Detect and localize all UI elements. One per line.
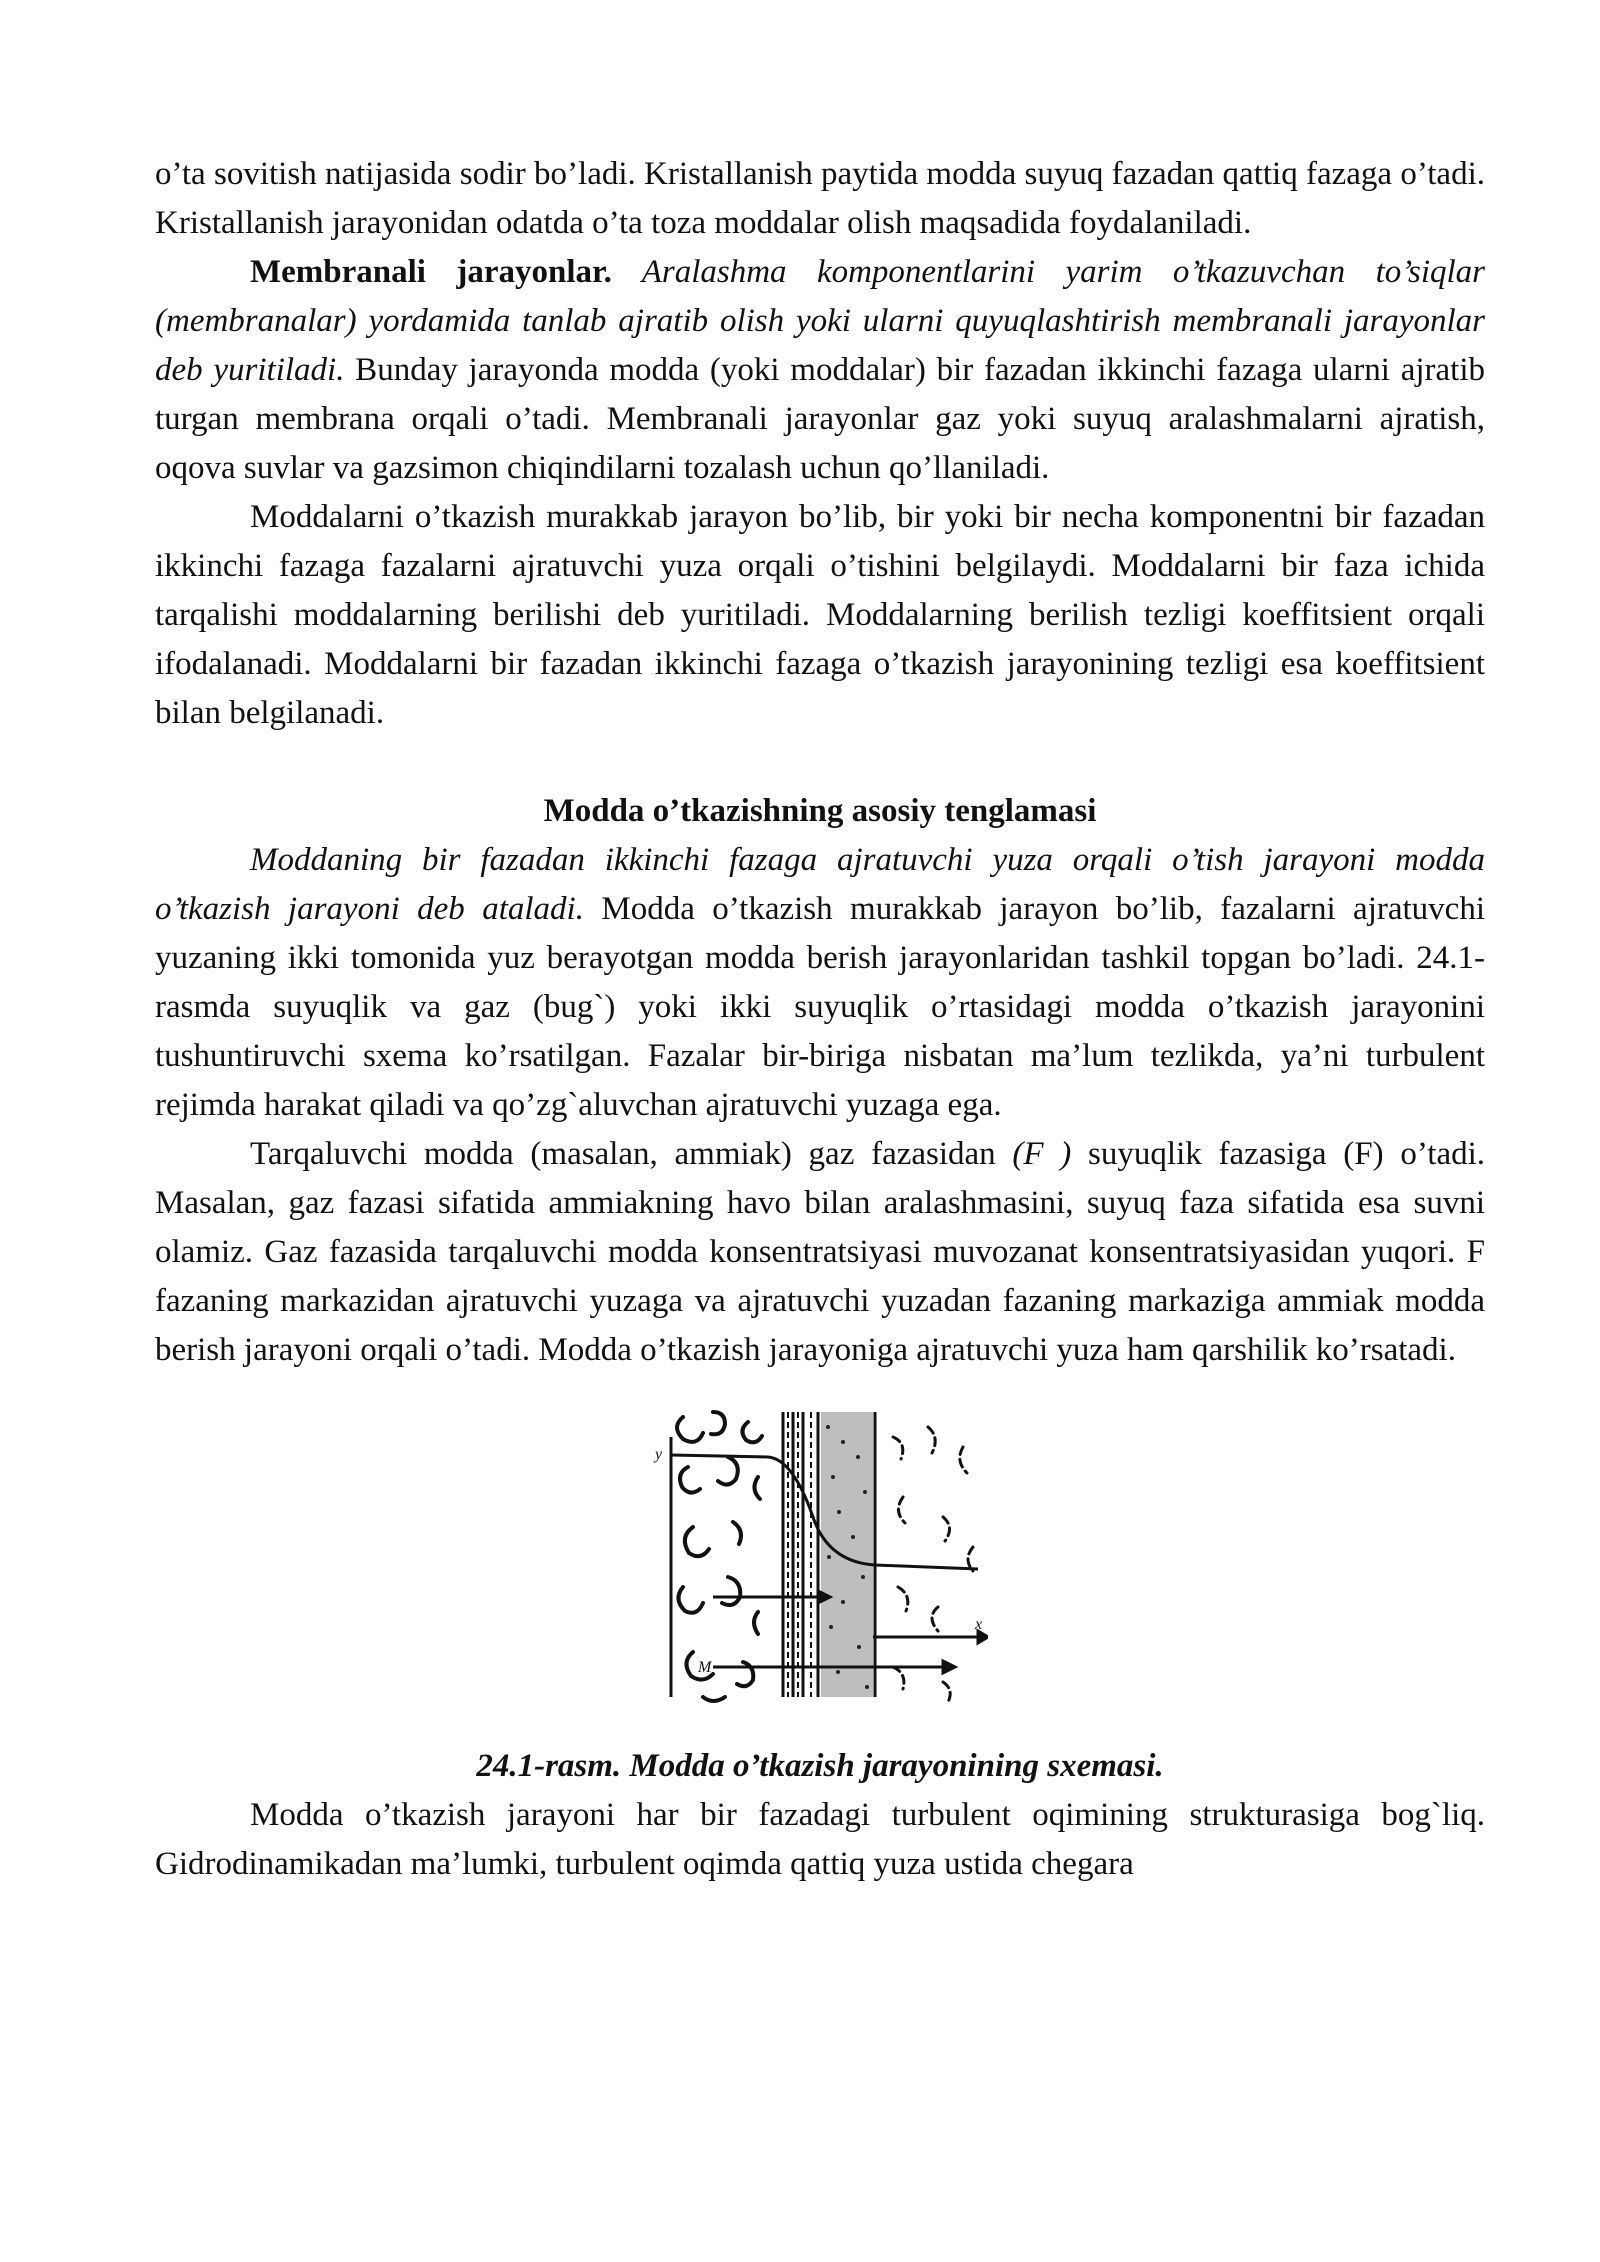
mass-transfer-diagram <box>653 1397 988 1722</box>
definition-membranali: Aralashma komponentlarini yarim o’tkazuvchan to’siqlar (membranalar) yordamida tanlab ajratib olish yoki ularni quyuqlashtirish membranali jarayonlar deb yuritiladi. <box>155 254 1485 388</box>
term-membranali: Membranali jarayonlar. <box>250 254 612 290</box>
page-content <box>155 150 1485 1889</box>
figure-caption: 24.1-rasm. Modda o’tkazish jarayonining sxemasi. <box>476 1748 1164 1784</box>
label-y: y <box>654 1446 662 1463</box>
stippled-layer <box>821 1412 873 1697</box>
paragraph-4 <box>155 836 1485 1130</box>
paragraph-1: o’ta sovitish natijasida sodir bo’ladi. Kristallanish paytida modda suyuq fazadan qattiq fazaga o’tadi. Kristallanish jarayonidan odatda o’ta toza moddalar olish maqsadida foydalaniladi. <box>155 156 1485 241</box>
section-heading: Modda o’tkazishning asosiy tenglamasi <box>543 793 1097 829</box>
label-x: x <box>974 1616 982 1633</box>
paragraph-membrane <box>155 248 1485 493</box>
paragraph-3: Moddalarni o’tkazish murakkab jarayon bo’lib, bir yoki bir necha komponentni bir fazadan ikkinchi fazaga fazalarni ajratuvchi yuza orqali o’tishini belgilaydi. Moddalarni bir faza ichida tarqalishi moddalarning berilishi deb yuritiladi. Moddalarning berilish tezligi koeffitsient orqali ifodalanadi. Moddalarni bir fazadan ikkinchi fazaga o’tkazish jarayonining tezligi esa koeffitsient bilan belgilanadi. <box>155 499 1485 731</box>
label-m: M <box>697 1659 711 1676</box>
paragraph-5 <box>155 1130 1485 1375</box>
definition-modda-otkazish: Moddaning bir fazadan ikkinchi fazaga ajratuvchi yuza orqali o’tish jarayoni modda o’tkazish jarayoni deb ataladi. <box>155 842 1485 927</box>
paragraph-4-text: Modda o’tkazish murakkab jarayon bo’lib, fazalarni ajratuvchi yuzaning ikki tomonida yuz berayotgan modda berish jarayonlaridan tashkil topgan bo’ladi. 24.1-rasmda suyuqlik va gaz (bug`) yoki ikki suyuqlik o’rtasidagi modda o’tkazish jarayonini tushuntiruvchi sxema ko’rsatilgan. Fazalar bir-biriga nisbatan ma’lum tezlikda, ya’ni turbulent rejimda harakat qiladi va qo’zg`aluvchan ajratuvchi yuzaga ega. <box>155 891 1485 1123</box>
paragraph-5-text-b: suyuqlik fazasiga (F) o’tadi. Masalan, gaz fazasi sifatida ammiakning havo bilan aralashmasini, suyuq faza sifatida esa suvni olamiz. Gaz fazasida tarqaluvchi modda konsentratsiyasi muvozanat konsentratsiyasidan yuqori. F fazaning markazidan ajratuvchi yuzaga va ajratuvchi yuzadan fazaning markaziga ammiak modda berish jarayoni orqali o’tadi. Modda o’tkazish jarayoniga ajratuvchi yuza ham qarshilik ko’rsatadi. <box>155 1136 1486 1368</box>
paragraph-6: Modda o’tkazish jarayoni har bir fazadagi turbulent oqimining strukturasiga bog`liq. Gidrodinamikadan ma’lumki, turbulent oqimda qattiq yuza ustida chegara <box>155 1797 1485 1882</box>
paragraph-membrane-text: Bunday jarayonda modda (yoki moddalar) bir fazadan ikkinchi fazaga ularni ajratib turgan membrana orqali o’tadi. Membranali jarayonlar gaz yoki suyuq aralashmalarni ajratish, oqova suvlar va gazsimon chiqindilarni tozalash uchun qo’llaniladi. <box>155 352 1485 486</box>
phase-symbol: (F ) <box>1012 1136 1072 1172</box>
paragraph-5-text-a: Tarqaluvchi modda (masalan, ammiak) gaz fazasidan <box>250 1136 1013 1172</box>
